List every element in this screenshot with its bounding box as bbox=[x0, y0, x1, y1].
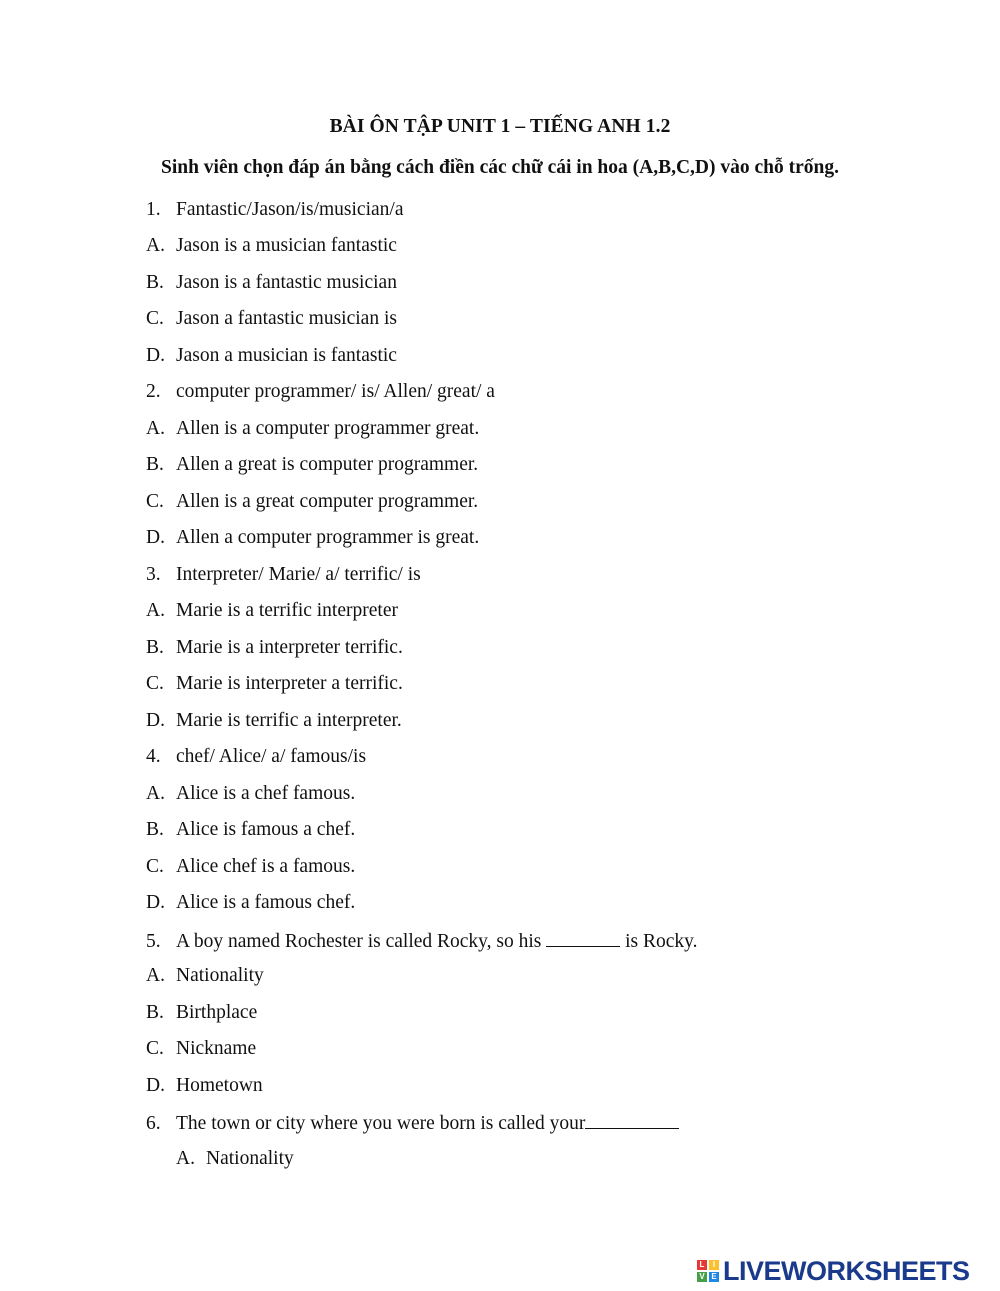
logo-letter: V bbox=[697, 1272, 707, 1282]
option-letter: A. bbox=[146, 235, 165, 256]
logo-letter: L bbox=[697, 1260, 707, 1270]
question-prompt: Interpreter/ Marie/ a/ terrific/ is bbox=[176, 564, 421, 585]
question-5 bbox=[146, 928, 698, 954]
question-6 bbox=[146, 1110, 679, 1136]
option-1c[interactable] bbox=[146, 307, 397, 331]
question-number: 6. bbox=[146, 1113, 161, 1134]
option-3c[interactable] bbox=[146, 672, 403, 696]
option-text: Alice is a famous chef. bbox=[176, 892, 356, 913]
option-text: Alice chef is a famous. bbox=[176, 856, 356, 877]
option-text: Birthplace bbox=[176, 1002, 258, 1023]
option-1b[interactable] bbox=[146, 271, 397, 295]
option-letter: C. bbox=[146, 1038, 164, 1059]
option-text: Marie is interpreter a terrific. bbox=[176, 673, 403, 694]
option-2a[interactable] bbox=[146, 417, 479, 441]
option-letter: C. bbox=[146, 673, 164, 694]
question-4 bbox=[146, 745, 366, 769]
question-1 bbox=[146, 198, 403, 222]
option-4a[interactable] bbox=[146, 782, 355, 806]
question-prompt: chef/ Alice/ a/ famous/is bbox=[176, 746, 367, 767]
option-letter: C. bbox=[146, 491, 164, 512]
question-number: 5. bbox=[146, 931, 161, 952]
instruction-text: Sinh viên chọn đáp án bằng cách điền các chữ cái in hoa (A,B,C,D) vào chỗ trống. bbox=[160, 157, 840, 178]
option-letter: B. bbox=[146, 1002, 164, 1023]
option-2c[interactable] bbox=[146, 490, 478, 514]
option-letter: B. bbox=[146, 637, 164, 658]
option-6a[interactable] bbox=[176, 1147, 294, 1171]
option-letter: A. bbox=[146, 600, 165, 621]
page-title: BÀI ÔN TẬP UNIT 1 – TIẾNG ANH 1.2 bbox=[329, 116, 671, 137]
option-text: Marie is a interpreter terrific. bbox=[176, 637, 403, 658]
option-letter: D. bbox=[146, 1075, 165, 1096]
option-5a[interactable] bbox=[146, 964, 264, 988]
option-1a[interactable] bbox=[146, 234, 397, 258]
question-prompt: Fantastic/Jason/is/musician/a bbox=[176, 199, 404, 220]
option-4c[interactable] bbox=[146, 855, 355, 879]
option-text: Jason is a fantastic musician bbox=[176, 272, 397, 293]
option-letter: D. bbox=[146, 710, 165, 731]
option-2d[interactable] bbox=[146, 526, 479, 550]
option-1d[interactable] bbox=[146, 344, 397, 368]
option-letter: A. bbox=[176, 1148, 195, 1169]
option-3d[interactable] bbox=[146, 709, 402, 733]
option-text: Allen is a computer programmer great. bbox=[176, 418, 480, 439]
option-text: Nationality bbox=[176, 965, 264, 986]
option-letter: B. bbox=[146, 454, 164, 475]
option-text: Allen is a great computer programmer. bbox=[176, 491, 479, 512]
question-number: 3. bbox=[146, 564, 161, 585]
option-text: Jason is a musician fantastic bbox=[176, 235, 397, 256]
option-text: Nationality bbox=[206, 1148, 294, 1169]
option-text: Marie is a terrific interpreter bbox=[176, 600, 398, 621]
option-text: Hometown bbox=[176, 1075, 263, 1096]
question-number: 1. bbox=[146, 199, 161, 220]
option-text: Allen a computer programmer is great. bbox=[176, 527, 480, 548]
option-3b[interactable] bbox=[146, 636, 403, 660]
option-text: Allen a great is computer programmer. bbox=[176, 454, 479, 475]
option-letter: B. bbox=[146, 819, 164, 840]
option-text: Jason a musician is fantastic bbox=[176, 345, 397, 366]
logo-letter: I bbox=[709, 1260, 719, 1270]
option-5d[interactable] bbox=[146, 1074, 263, 1098]
option-letter: B. bbox=[146, 272, 164, 293]
answer-blank[interactable] bbox=[546, 928, 620, 947]
liveworksheets-logo bbox=[697, 1255, 997, 1287]
option-text: Jason a fantastic musician is bbox=[176, 308, 397, 329]
option-letter: A. bbox=[146, 418, 165, 439]
question-3 bbox=[146, 563, 421, 587]
option-letter: D. bbox=[146, 527, 165, 548]
question-prompt-after: is Rocky. bbox=[625, 931, 698, 952]
option-2b[interactable] bbox=[146, 453, 478, 477]
question-number: 4. bbox=[146, 746, 161, 767]
option-letter: D. bbox=[146, 892, 165, 913]
question-prompt-before: A boy named Rochester is called Rocky, so his bbox=[176, 931, 542, 952]
option-letter: C. bbox=[146, 856, 164, 877]
option-letter: A. bbox=[146, 965, 165, 986]
option-5b[interactable] bbox=[146, 1001, 257, 1025]
answer-blank[interactable] bbox=[585, 1110, 679, 1129]
logo-letter: E bbox=[709, 1272, 719, 1282]
option-text: Nickname bbox=[176, 1038, 257, 1059]
option-letter: C. bbox=[146, 308, 164, 329]
option-3a[interactable] bbox=[146, 599, 398, 623]
option-text: Marie is terrific a interpreter. bbox=[176, 710, 402, 731]
option-4d[interactable] bbox=[146, 891, 355, 915]
option-letter: D. bbox=[146, 345, 165, 366]
question-2 bbox=[146, 380, 495, 404]
question-prompt-before: The town or city where you were born is called your bbox=[176, 1113, 586, 1134]
option-letter: A. bbox=[146, 783, 165, 804]
option-text: Alice is famous a chef. bbox=[176, 819, 356, 840]
question-number: 2. bbox=[146, 381, 161, 402]
option-text: Alice is a chef famous. bbox=[176, 783, 356, 804]
option-4b[interactable] bbox=[146, 818, 355, 842]
brand-name: LIVEWORKSHEETS bbox=[723, 1255, 970, 1286]
logo-grid-icon bbox=[697, 1260, 719, 1282]
question-prompt: computer programmer/ is/ Allen/ great/ a bbox=[176, 381, 495, 402]
option-5c[interactable] bbox=[146, 1037, 256, 1061]
